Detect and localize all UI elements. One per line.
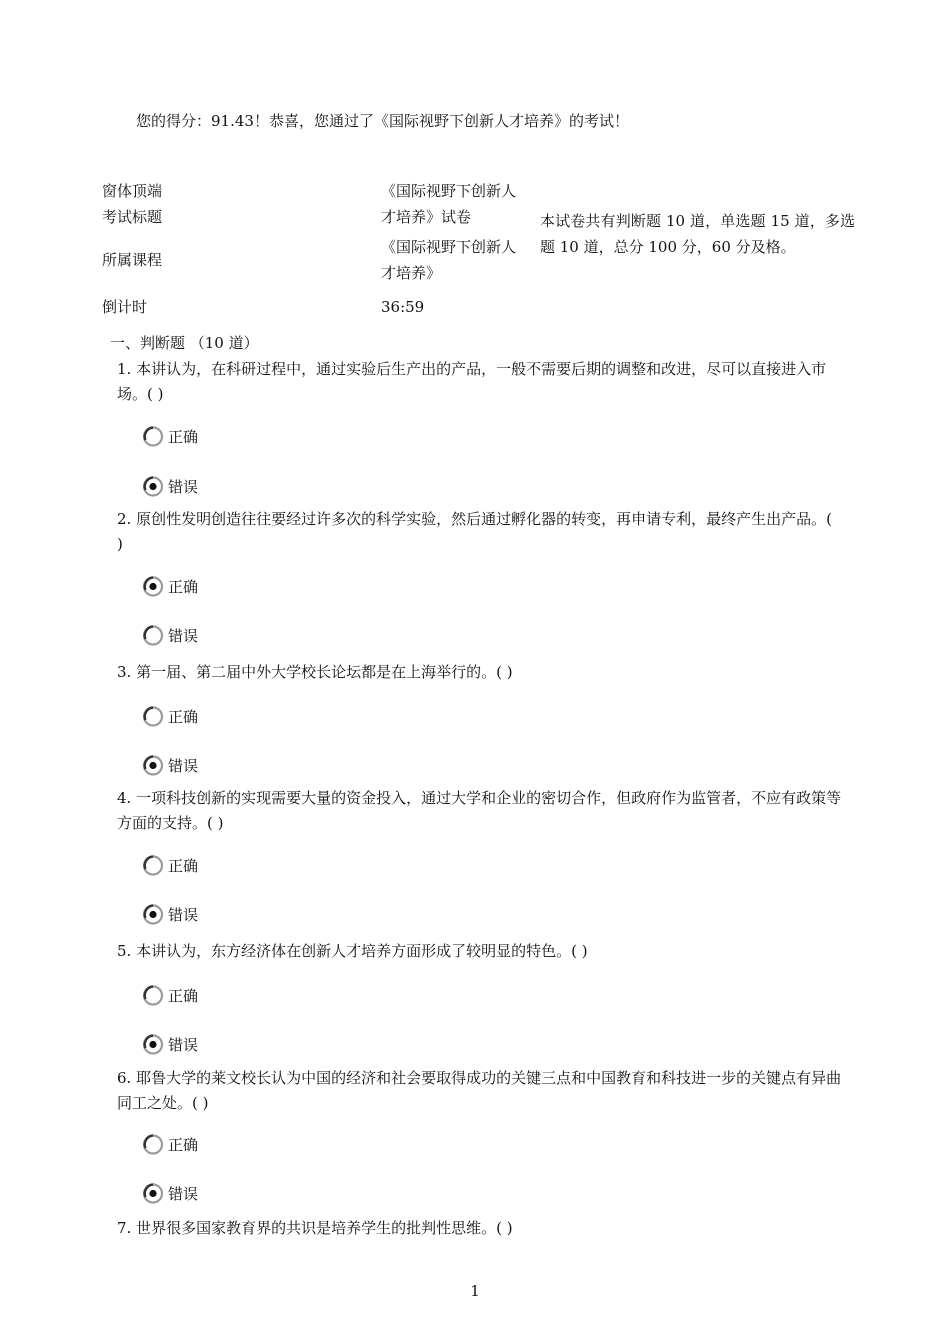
option-label: 错误 bbox=[168, 477, 199, 496]
radio-unselected-icon[interactable] bbox=[141, 1132, 165, 1156]
option-label: 正确 bbox=[168, 856, 199, 875]
option-label: 正确 bbox=[168, 577, 199, 596]
option-incorrect[interactable] bbox=[141, 1181, 198, 1205]
option-label: 错误 bbox=[168, 1035, 199, 1054]
exam-title-value-line1: 《国际视野下创新人 bbox=[381, 182, 517, 200]
option-label: 错误 bbox=[168, 905, 199, 924]
option-label: 错误 bbox=[168, 756, 199, 775]
section-title: 一、判断题 （10 道） bbox=[110, 334, 259, 352]
question-text: 3. 第一届、第二届中外大学校长论坛都是在上海举行的。( ) bbox=[117, 663, 513, 681]
radio-selected-icon[interactable] bbox=[141, 902, 165, 926]
question-text: 2. 原创性发明创造往往要经过许多次的科学实验，然后通过孵化器的转变，再申请专利，最终产生出产品。( ) bbox=[117, 510, 832, 553]
option-label: 正确 bbox=[168, 427, 199, 446]
question-text: 5. 本讲认为，东方经济体在创新人才培养方面形成了较明显的特色。( ) bbox=[117, 942, 588, 960]
exam-title-value-line2: 才培养》试卷 bbox=[381, 208, 472, 226]
option-label: 错误 bbox=[168, 626, 199, 645]
option-incorrect[interactable] bbox=[141, 623, 198, 647]
option-correct[interactable] bbox=[141, 704, 198, 728]
radio-selected-icon[interactable] bbox=[141, 753, 165, 777]
countdown-label: 倒计时 bbox=[102, 298, 148, 316]
question-text: 1. 本讲认为，在科研过程中，通过实验后生产出的产品，一般不需要后期的调整和改进，尽可以直接进入市场。( ) bbox=[117, 360, 827, 403]
question-text: 7. 世界很多国家教育界的共识是培养学生的批判性思维。( ) bbox=[117, 1219, 513, 1237]
option-correct[interactable] bbox=[141, 853, 198, 877]
option-label: 错误 bbox=[168, 1184, 199, 1203]
radio-selected-icon[interactable] bbox=[141, 574, 165, 598]
option-label: 正确 bbox=[168, 707, 199, 726]
option-label: 正确 bbox=[168, 986, 199, 1005]
page-number: 1 bbox=[470, 1282, 480, 1300]
course-value-line1: 《国际视野下创新人 bbox=[381, 238, 517, 256]
radio-selected-icon[interactable] bbox=[141, 1181, 165, 1205]
radio-selected-icon[interactable] bbox=[141, 1032, 165, 1056]
option-incorrect[interactable] bbox=[141, 902, 198, 926]
option-correct[interactable] bbox=[141, 983, 198, 1007]
question-text: 4. 一项科技创新的实现需要大量的资金投入，通过大学和企业的密切合作，但政府作为监管者，不应有政策等方面的支持。( ) bbox=[117, 789, 842, 832]
option-correct[interactable] bbox=[141, 1132, 198, 1156]
course-label: 所属课程 bbox=[102, 251, 163, 269]
form-top-label: 窗体顶端 bbox=[102, 182, 163, 200]
option-label: 正确 bbox=[168, 1135, 199, 1154]
option-incorrect[interactable] bbox=[141, 474, 198, 498]
exam-summary: 本试卷共有判断题 10 道，单选题 15 道，多选题 10 道，总分 100 分，60 分及格。 bbox=[540, 212, 855, 256]
option-correct[interactable] bbox=[141, 574, 198, 598]
option-incorrect[interactable] bbox=[141, 1032, 198, 1056]
option-incorrect[interactable] bbox=[141, 753, 198, 777]
radio-unselected-icon[interactable] bbox=[141, 853, 165, 877]
course-value-line2: 才培养》 bbox=[381, 264, 442, 282]
radio-unselected-icon[interactable] bbox=[141, 704, 165, 728]
question-text: 6. 耶鲁大学的莱文校长认为中国的经济和社会要取得成功的关键三点和中国教育和科技进一步的关键点有异曲同工之处。( ) bbox=[117, 1069, 842, 1112]
radio-unselected-icon[interactable] bbox=[141, 424, 165, 448]
score-message: 您的得分：91.43！恭喜，您通过了《国际视野下创新人才培养》的考试！ bbox=[136, 112, 629, 130]
radio-selected-icon[interactable] bbox=[141, 474, 165, 498]
countdown-value: 36:59 bbox=[381, 298, 425, 316]
radio-unselected-icon[interactable] bbox=[141, 983, 165, 1007]
radio-unselected-icon[interactable] bbox=[141, 623, 165, 647]
exam-title-label: 考试标题 bbox=[102, 208, 163, 226]
option-correct[interactable] bbox=[141, 424, 198, 448]
